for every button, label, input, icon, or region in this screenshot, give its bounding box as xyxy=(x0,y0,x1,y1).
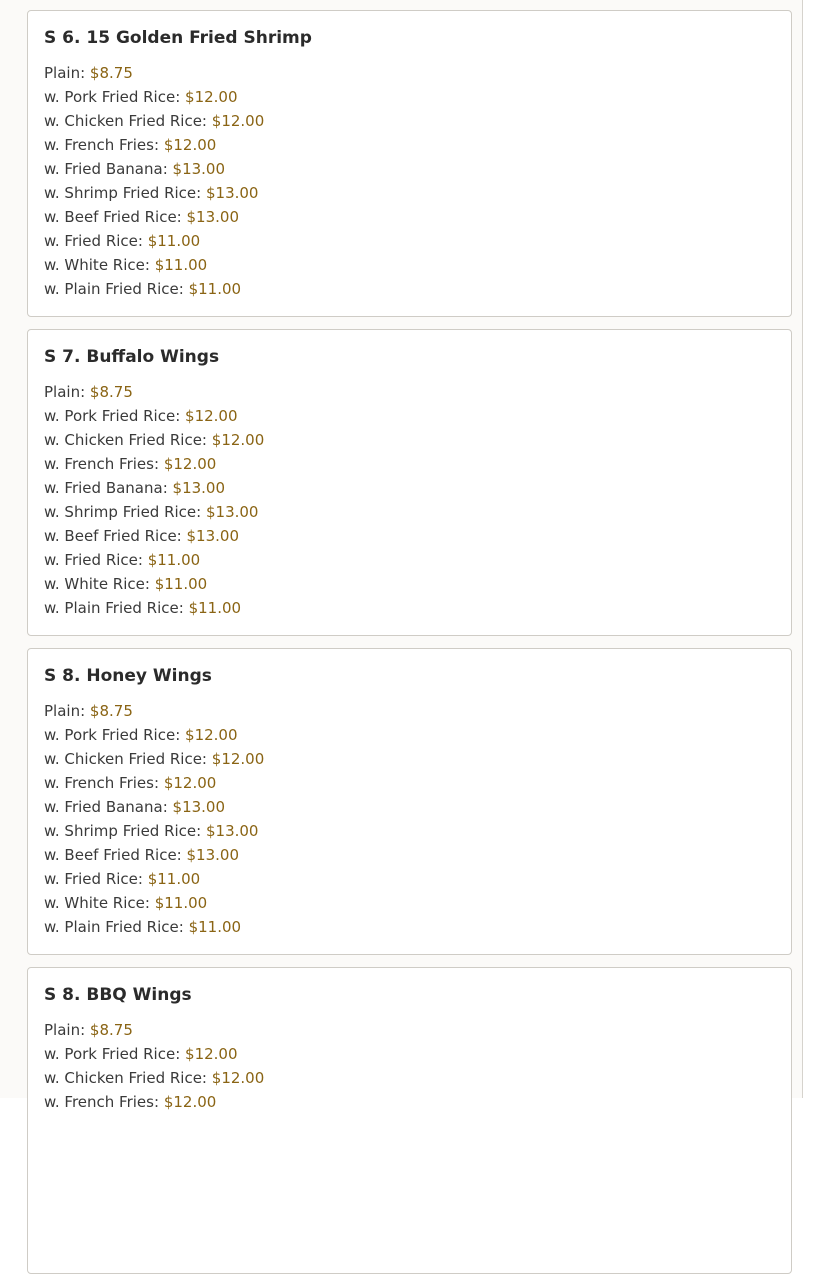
menu-item-card[interactable] xyxy=(27,329,792,636)
price-value: $11.00 xyxy=(154,575,208,593)
option-label: w. Fried Banana: xyxy=(44,160,168,178)
price-list xyxy=(44,380,775,620)
price-row xyxy=(44,572,775,596)
price-row xyxy=(44,1066,775,1090)
price-value: $12.00 xyxy=(163,136,217,154)
option-label: w. Beef Fried Rice: xyxy=(44,208,182,226)
option-label: w. Shrimp Fried Rice: xyxy=(44,184,202,202)
price-row xyxy=(44,61,775,85)
price-row xyxy=(44,157,775,181)
option-label: w. White Rice: xyxy=(44,256,150,274)
price-row xyxy=(44,500,775,524)
price-value: $13.00 xyxy=(172,479,226,497)
option-label: w. Pork Fried Rice: xyxy=(44,1045,181,1063)
price-value: $12.00 xyxy=(185,88,238,106)
price-row xyxy=(44,723,775,747)
price-value: $8.75 xyxy=(89,702,133,720)
price-value: $8.75 xyxy=(89,1021,133,1039)
menu-item-list xyxy=(27,10,792,1286)
option-label: w. Chicken Fried Rice: xyxy=(44,431,207,449)
price-value: $11.00 xyxy=(188,918,242,936)
price-row xyxy=(44,596,775,620)
price-list xyxy=(44,61,775,301)
option-label: w. Chicken Fried Rice: xyxy=(44,750,207,768)
option-label: Plain: xyxy=(44,64,86,82)
price-row xyxy=(44,843,775,867)
price-value: $11.00 xyxy=(154,894,208,912)
price-value: $13.00 xyxy=(186,208,240,226)
price-value: $12.00 xyxy=(211,750,265,768)
option-label: w. Shrimp Fried Rice: xyxy=(44,822,202,840)
right-gutter xyxy=(803,0,824,1098)
price-value: $12.00 xyxy=(211,112,265,130)
price-row xyxy=(44,747,775,771)
option-label: w. Beef Fried Rice: xyxy=(44,527,182,545)
option-label: w. Pork Fried Rice: xyxy=(44,407,181,425)
price-value: $13.00 xyxy=(186,846,240,864)
price-row xyxy=(44,548,775,572)
price-value: $13.00 xyxy=(205,503,259,521)
price-value: $11.00 xyxy=(154,256,208,274)
option-label: w. Plain Fried Rice: xyxy=(44,280,184,298)
option-label: w. Chicken Fried Rice: xyxy=(44,1069,207,1087)
price-row xyxy=(44,205,775,229)
price-row xyxy=(44,253,775,277)
price-row xyxy=(44,891,775,915)
option-label: w. Pork Fried Rice: xyxy=(44,726,181,744)
option-label: w. Beef Fried Rice: xyxy=(44,846,182,864)
option-label: w. French Fries: xyxy=(44,136,160,154)
price-row xyxy=(44,771,775,795)
price-row xyxy=(44,380,775,404)
price-value: $13.00 xyxy=(205,822,259,840)
option-label: w. Chicken Fried Rice: xyxy=(44,112,207,130)
price-row xyxy=(44,181,775,205)
option-label: Plain: xyxy=(44,1021,86,1039)
price-value: $12.00 xyxy=(211,1069,265,1087)
option-label: w. White Rice: xyxy=(44,894,150,912)
price-list xyxy=(44,1018,775,1114)
menu-item-title: S 7. Buffalo Wings xyxy=(44,347,220,367)
option-label: w. French Fries: xyxy=(44,455,160,473)
option-label: w. Plain Fried Rice: xyxy=(44,918,184,936)
option-label: w. French Fries: xyxy=(44,774,160,792)
option-label: Plain: xyxy=(44,383,86,401)
option-label: Plain: xyxy=(44,702,86,720)
price-value: $12.00 xyxy=(185,1045,238,1063)
option-label: w. Plain Fried Rice: xyxy=(44,599,184,617)
price-row xyxy=(44,428,775,452)
price-row xyxy=(44,915,775,939)
price-value: $11.00 xyxy=(147,870,201,888)
option-label: w. Fried Rice: xyxy=(44,551,143,569)
price-row xyxy=(44,867,775,891)
price-row xyxy=(44,404,775,428)
price-value: $11.00 xyxy=(188,599,242,617)
menu-item-title: S 6. 15 Golden Fried Shrimp xyxy=(44,28,312,48)
price-row xyxy=(44,476,775,500)
price-value: $12.00 xyxy=(185,726,238,744)
price-row xyxy=(44,277,775,301)
price-row xyxy=(44,109,775,133)
menu-item-card[interactable] xyxy=(27,967,792,1274)
menu-item-title: S 8. BBQ Wings xyxy=(44,985,192,1005)
price-list xyxy=(44,699,775,939)
menu-item-title: S 8. Honey Wings xyxy=(44,666,212,686)
price-row xyxy=(44,1042,775,1066)
menu-item-card[interactable] xyxy=(27,10,792,317)
price-row xyxy=(44,452,775,476)
price-value: $12.00 xyxy=(163,455,217,473)
price-value: $13.00 xyxy=(186,527,240,545)
price-value: $12.00 xyxy=(163,1093,217,1111)
price-value: $11.00 xyxy=(147,232,201,250)
price-value: $11.00 xyxy=(188,280,242,298)
price-row xyxy=(44,1018,775,1042)
price-row xyxy=(44,819,775,843)
price-value: $13.00 xyxy=(172,798,226,816)
price-value: $12.00 xyxy=(163,774,217,792)
option-label: w. Shrimp Fried Rice: xyxy=(44,503,202,521)
price-value: $8.75 xyxy=(89,383,133,401)
option-label: w. Fried Banana: xyxy=(44,798,168,816)
option-label: w. Fried Banana: xyxy=(44,479,168,497)
price-row xyxy=(44,1090,775,1114)
price-value: $12.00 xyxy=(211,431,265,449)
option-label: w. Fried Rice: xyxy=(44,232,143,250)
option-label: w. White Rice: xyxy=(44,575,150,593)
price-value: $12.00 xyxy=(185,407,238,425)
option-label: w. French Fries: xyxy=(44,1093,160,1111)
price-row xyxy=(44,229,775,253)
price-row xyxy=(44,133,775,157)
option-label: w. Fried Rice: xyxy=(44,870,143,888)
price-value: $13.00 xyxy=(205,184,259,202)
price-row xyxy=(44,699,775,723)
price-value: $11.00 xyxy=(147,551,201,569)
price-row xyxy=(44,795,775,819)
price-value: $13.00 xyxy=(172,160,226,178)
price-row xyxy=(44,524,775,548)
price-value: $8.75 xyxy=(89,64,133,82)
option-label: w. Pork Fried Rice: xyxy=(44,88,181,106)
menu-item-card[interactable] xyxy=(27,648,792,955)
price-row xyxy=(44,85,775,109)
